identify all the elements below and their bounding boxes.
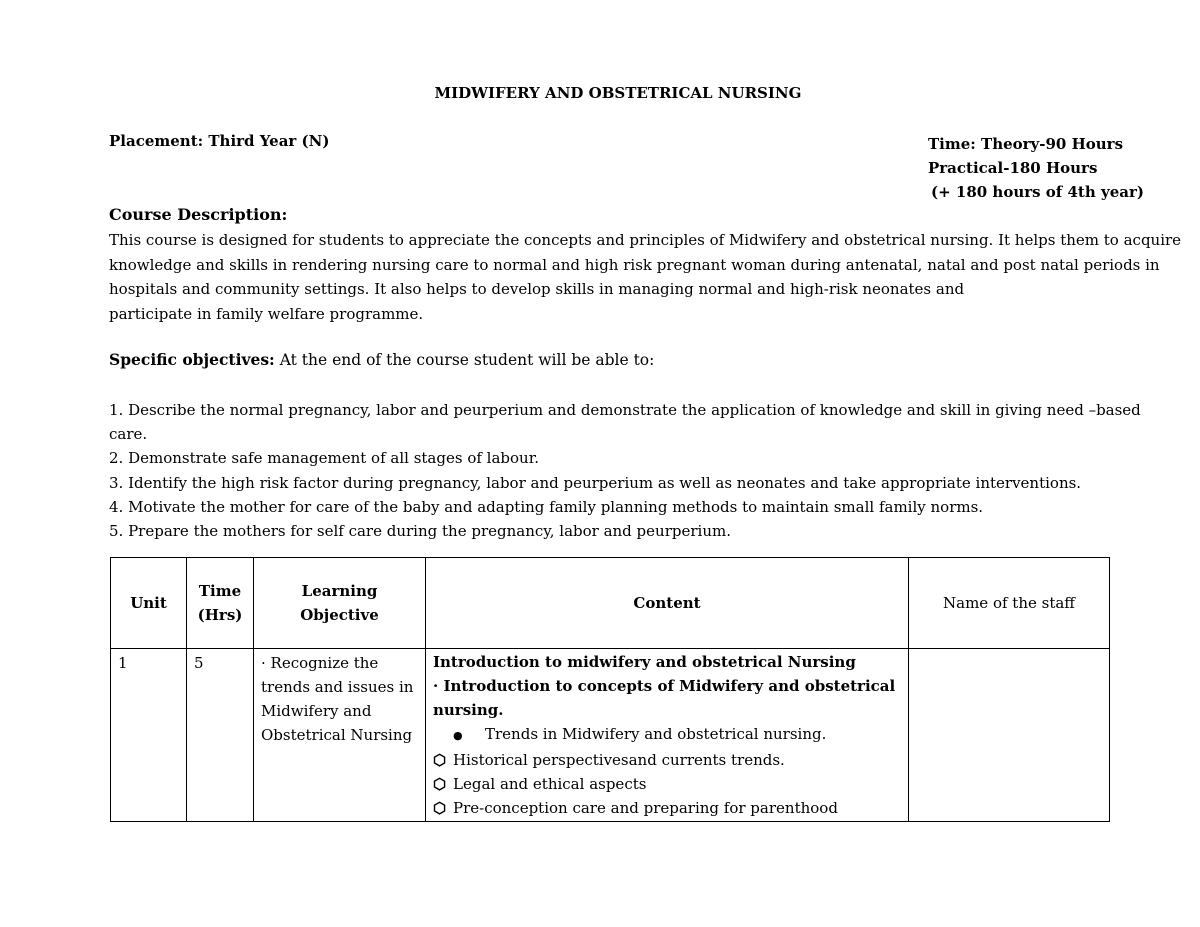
unit-value: 1 [118, 654, 128, 672]
cell-learning-objective [254, 649, 426, 822]
objective-item: 1. Describe the normal pregnancy, labor and peurperium and demonstrate the application of knowledge and skill in giving need –based [109, 401, 1141, 419]
hex-bullet-item [433, 748, 901, 772]
time-block [928, 132, 1144, 204]
header-unit: Unit [111, 558, 187, 649]
objective-line: trends and issues in [261, 678, 414, 696]
header-staff: Name of the staff [909, 558, 1110, 649]
time-theory: Time: Theory-90 Hours [928, 135, 1124, 153]
document-title: MIDWIFERY AND OBSTETRICAL NURSING [434, 84, 802, 102]
objectives-intro: At the end of the course student will be able to: [274, 351, 655, 369]
content-subtitle: · Introduction to concepts of Midwifery and obstetrical [433, 677, 896, 695]
hexagon-icon: ⬡ [433, 799, 447, 817]
placement-label: Placement: Third Year (N) [109, 132, 330, 150]
staff-value [909, 649, 1109, 653]
objective-item: 4. Motivate the mother for care of the baby and adapting family planning methods to maintain small family norms. [109, 497, 984, 516]
content-text [426, 649, 908, 821]
objectives-heading: Specific objectives: [109, 350, 275, 369]
table-row [111, 649, 1110, 822]
cell-content [426, 649, 909, 822]
header-content: Content [426, 558, 909, 649]
header-time-line: (Hrs) [197, 606, 243, 624]
objective-item: 3. Identify the high risk factor during pregnancy, labor and peurperium as well as neonates and take appropriate interventions. [109, 473, 1082, 492]
hex-bullet-text: Pre-conception care and preparing for parenthood [453, 799, 838, 817]
course-description-text [109, 228, 1182, 326]
time-extra: (+ 180 hours of 4th year) [931, 183, 1144, 201]
objective-line: Midwifery and [261, 702, 372, 720]
time-value: 5 [194, 654, 204, 672]
hex-bullet-item [433, 772, 901, 796]
cell-unit [111, 649, 187, 822]
hexagon-icon: ⬡ [433, 775, 447, 793]
bullet-text: Trends in Midwifery and obstetrical nursing. [485, 725, 827, 743]
header-time [187, 558, 254, 649]
objective-line: · Recognize the [261, 654, 379, 672]
bullet-icon: ● [453, 729, 463, 742]
objective-line: Obstetrical Nursing [261, 726, 413, 744]
hexagon-icon: ⬡ [433, 751, 447, 769]
hex-bullet-text: Legal and ethical aspects [453, 775, 647, 793]
course-description-line: This course is designed for students to appreciate the concepts and principles of Midwifery and obstetrical nursing. It helps them to acquire [109, 231, 1182, 249]
hex-bullet-text: Historical perspectivesand currents trends. [453, 751, 785, 769]
syllabus-table [110, 557, 1110, 822]
course-description-line: hospitals and community settings. It also helps to develop skills in managing normal and high-risk neonates and [109, 280, 965, 298]
table-header-row [111, 558, 1110, 649]
course-description-heading: Course Description: [109, 205, 288, 224]
cell-time [187, 649, 254, 822]
header-lo-line: Objective [300, 606, 379, 624]
cell-staff [909, 649, 1110, 822]
objective-item: care. [109, 425, 148, 444]
hex-bullet-item [433, 796, 901, 820]
content-title: Introduction to midwifery and obstetrical Nursing [433, 653, 856, 671]
objectives-heading-line [109, 350, 654, 369]
header-lo-line: Learning [301, 582, 378, 600]
objective-text [254, 649, 425, 749]
header-time-line: Time [198, 582, 242, 600]
time-practical: Practical-180 Hours [928, 159, 1098, 177]
objective-item: 5. Prepare the mothers for self care during the pregnancy, labor and peurperium. [109, 522, 731, 541]
objective-item: 2. Demonstrate safe management of all stages of labour. [109, 449, 539, 468]
header-learning-objective [254, 558, 426, 649]
objectives-list [109, 398, 1141, 543]
course-description-line: participate in family welfare programme. [109, 304, 424, 323]
content-subtitle: nursing. [433, 701, 504, 719]
course-description-line: knowledge and skills in rendering nursing care to normal and high risk pregnant woman during antenatal, natal and post natal periods in [109, 255, 1160, 274]
bullet-item [433, 722, 901, 748]
